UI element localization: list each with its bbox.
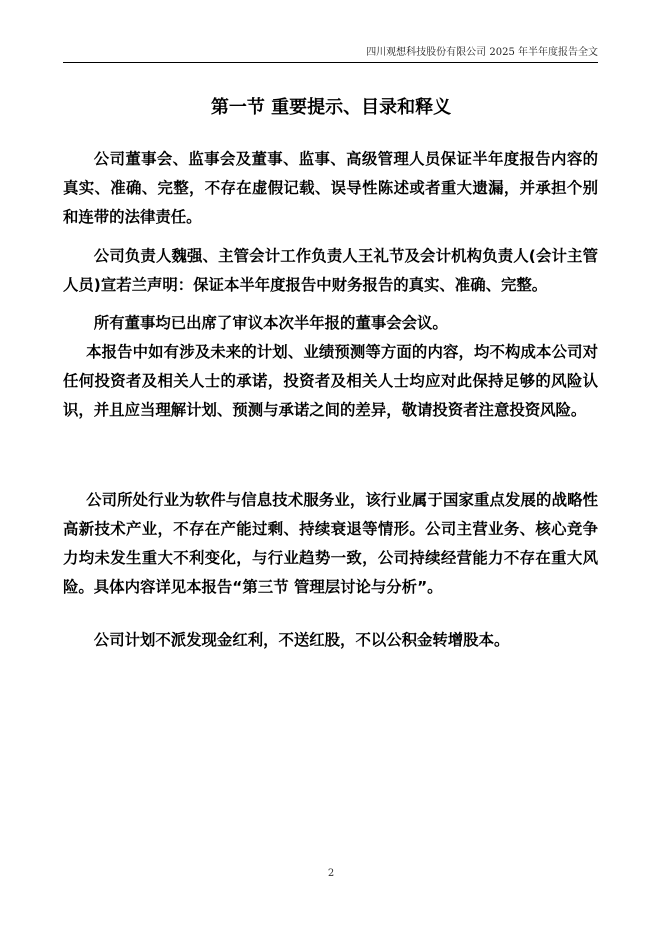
paragraph-directors-attendance: 所有董事均已出席了审议本次半年报的董事会会议。 <box>93 314 448 332</box>
header-divider <box>63 62 598 63</box>
page-number: 2 <box>327 868 335 879</box>
paragraph-industry-risk: 公司所处行业为软件与信息技术服务业，该行业属于国家重点发展的战略性高新技术产业，不存在产能过剩、持续衰退等情形。公司主营业务、核心竞争力均未发生重大不利变化，与行业趋势一致，公司持续经营能力不存在重大风险。具体内容详见本报告“第三节 管理层讨论与分析”。 <box>63 491 598 596</box>
paragraph-board-guarantee: 公司董事会、监事会及董事、监事、高级管理人员保证半年度报告内容的真实、准确、完整，不存在虚假记载、误导性陈述或者重大遗漏，并承担个别和连带的法律责任。 <box>63 150 598 226</box>
paragraph-forward-looking: 本报告中如有涉及未来的计划、业绩预测等方面的内容，均不构成本公司对任何投资者及相关人士的承诺，投资者及相关人士均应对此保持足够的风险认识，并且应当理解计划、预测与承诺之间的差异，敬请投资者注意投资风险。 <box>63 343 598 419</box>
section-title: 第一节 重要提示、目录和释义 <box>210 97 452 118</box>
paragraph-responsible-persons: 公司负责人魏强、主管会计工作负责人王礼节及会计机构负责人(会计主管人员)宣若兰声明：保证本半年度报告中财务报告的真实、准确、完整。 <box>63 247 598 294</box>
page-header: 四川观想科技股份有限公司 2025 年半年度报告全文 <box>366 47 598 58</box>
paragraph-dividend-plan: 公司计划不派发现金红利，不送红股，不以公积金转增股本。 <box>93 631 510 649</box>
